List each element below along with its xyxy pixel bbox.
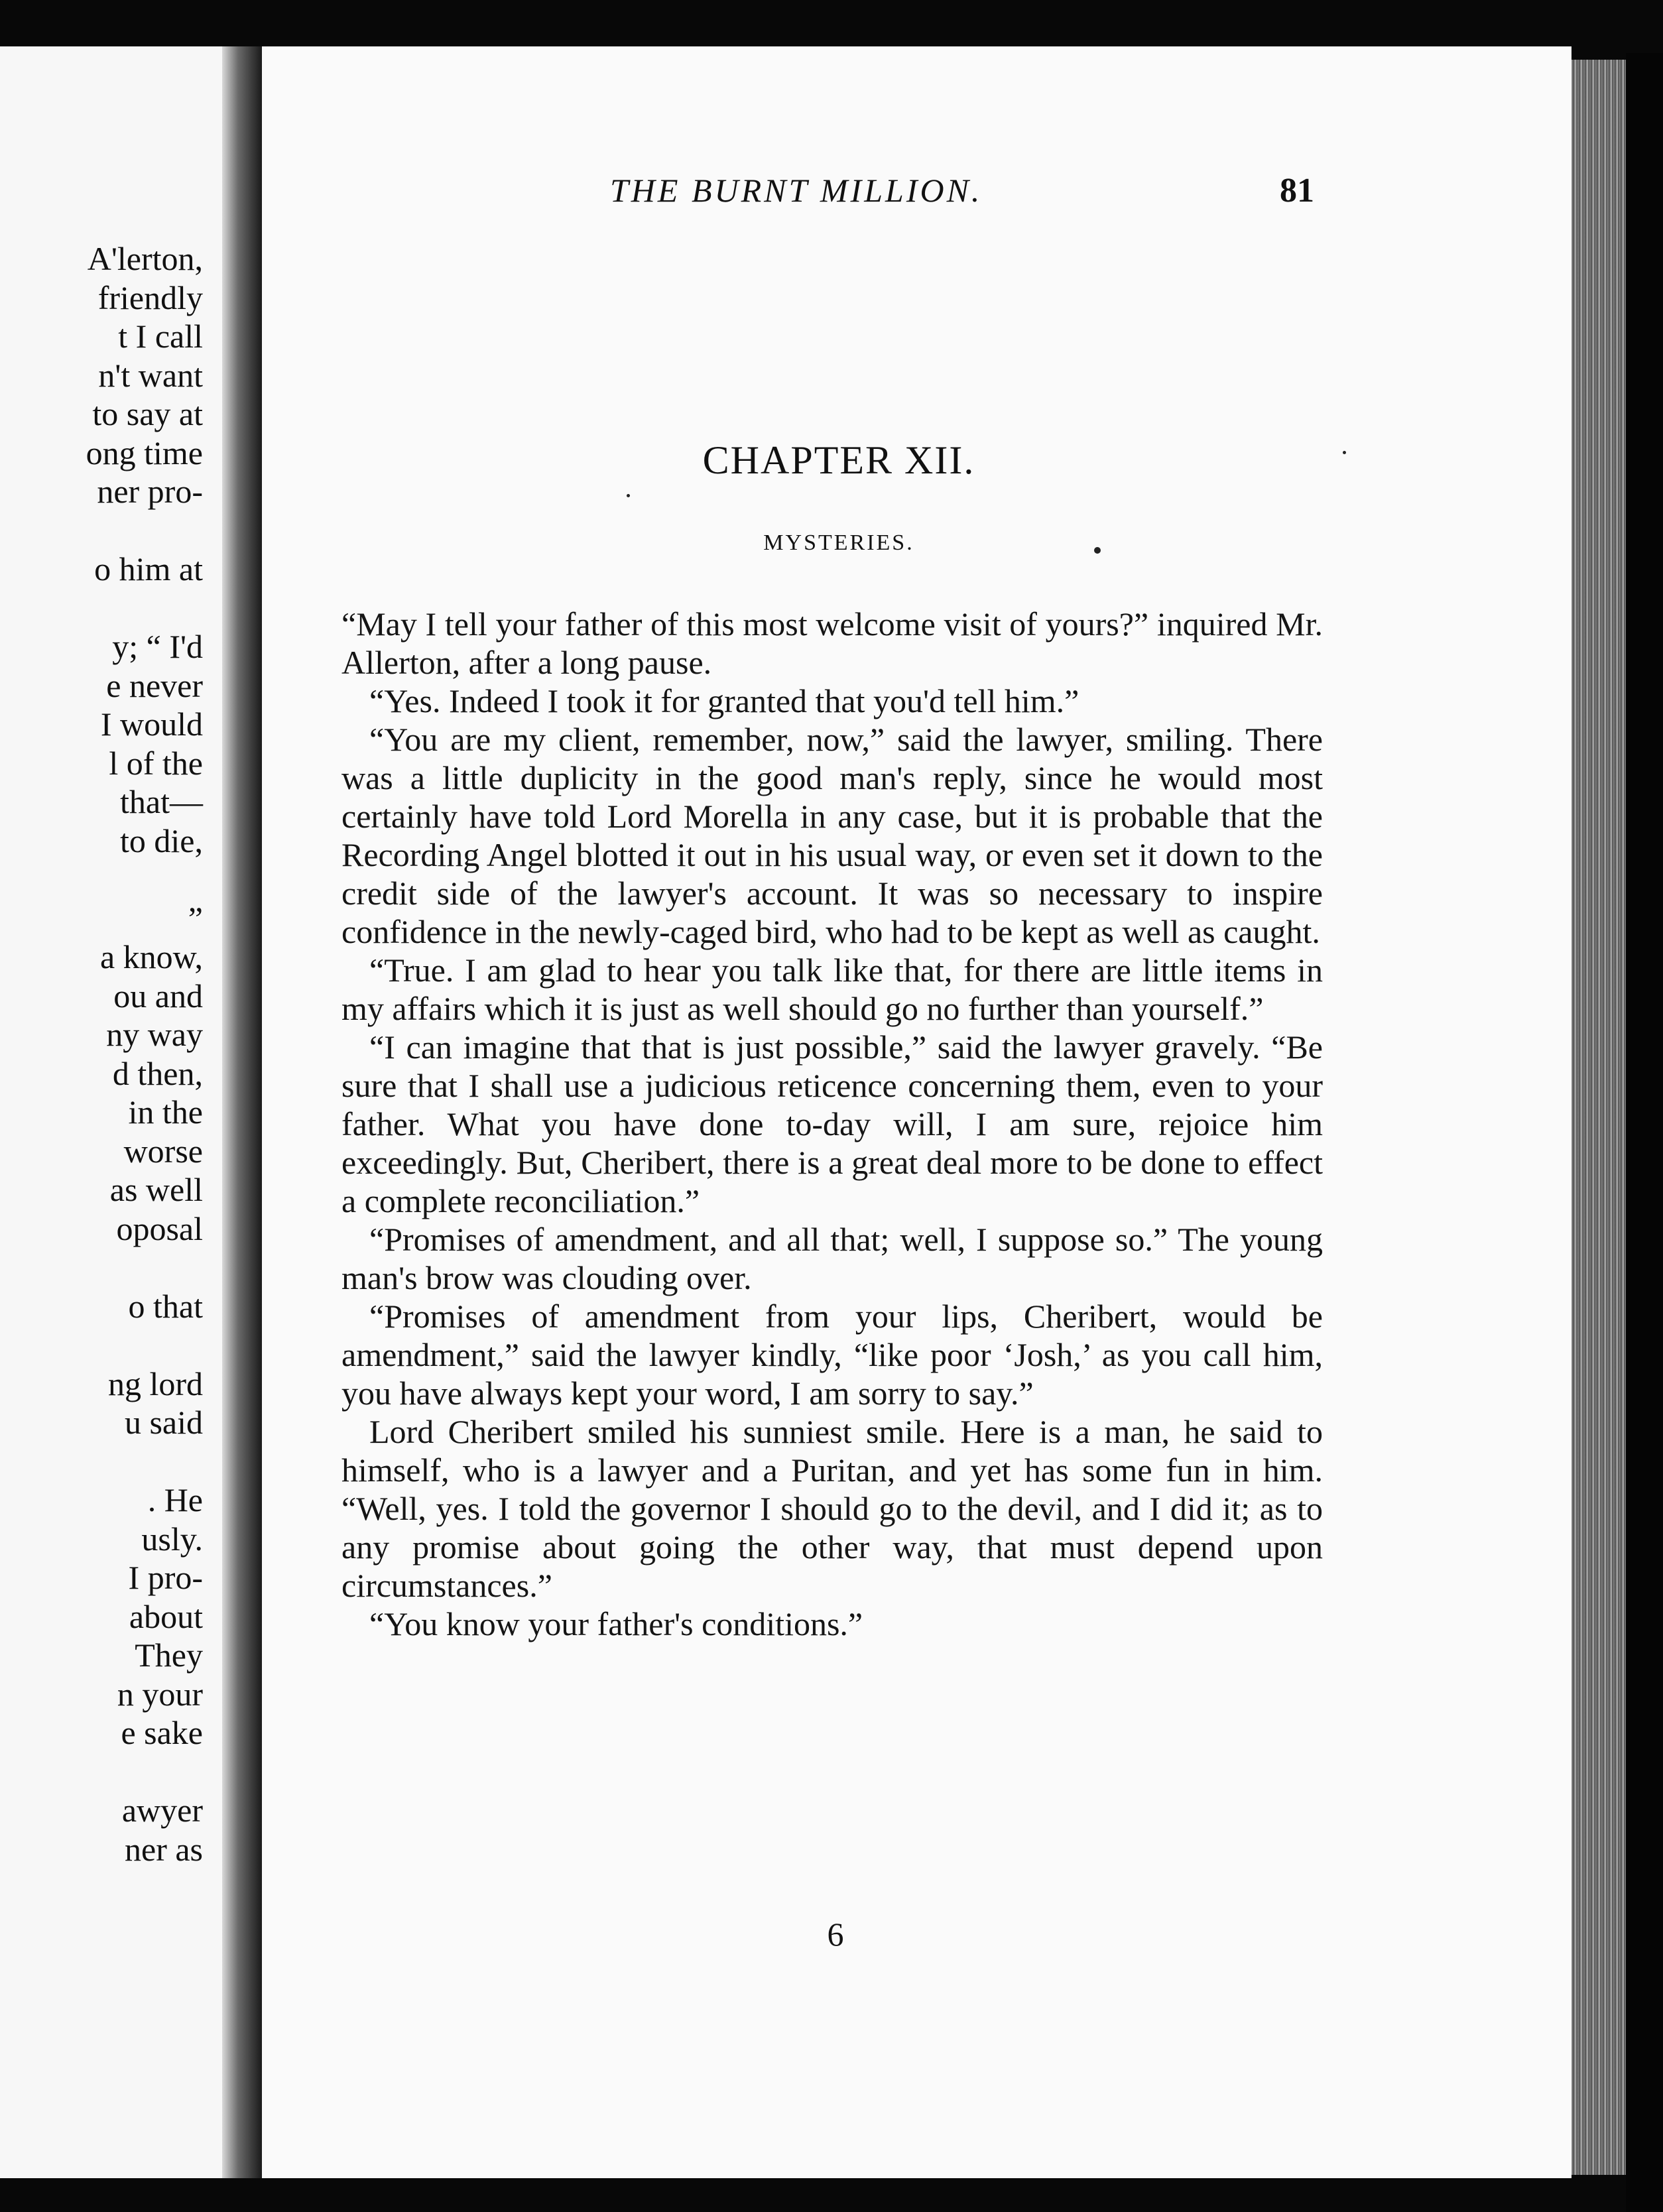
left-page-line: o that bbox=[128, 1287, 203, 1325]
paragraph: “Promises of amendment, and all that; well, I suppose so.” The young man's brow was clouding over. bbox=[341, 1221, 1323, 1296]
left-page-line: d then, bbox=[112, 1054, 203, 1092]
left-page-line: to say at bbox=[92, 395, 203, 432]
left-page-line: They bbox=[135, 1636, 203, 1674]
paragraph: “You are my client, remember, now,” said the lawyer, smiling. There was a little duplicity in the good man's reply, since he would most certainly have told Lord Morella in any case, but it is probable that the Recording Angel blotted it out in his usual way, or even set it down to the credit side of the lawyer's account. It was so necessary to inspire confidence in the newly-caged bird, who had to be kept as well as caught. bbox=[341, 721, 1323, 950]
left-page-line: e never bbox=[106, 666, 203, 704]
chapter-title: CHAPTER XII. bbox=[702, 438, 975, 482]
paragraph: “You know your father's conditions.” bbox=[369, 1605, 863, 1642]
left-page-line: . He bbox=[147, 1481, 203, 1518]
left-page-line: usly. bbox=[141, 1520, 203, 1558]
book-gutter bbox=[222, 46, 262, 2178]
body-text bbox=[341, 605, 1323, 1643]
left-page-line: as well bbox=[109, 1171, 203, 1208]
page-edges bbox=[1571, 60, 1626, 2175]
left-page-line: u said bbox=[124, 1404, 203, 1441]
paragraph: “Yes. Indeed I took it for granted that you'd tell him.” bbox=[369, 682, 1079, 719]
paragraph: Lord Cheribert smiled his sunniest smile. Here is a man, he said to himself, who is a lawyer and a Puritan, and yet has some fun in him. “Well, yes. I told the governor I should go to the devil, and I did it; as to any promise about going the other way, that must depend upon circumstances.” bbox=[341, 1413, 1323, 1604]
running-head-title: THE BURNT MILLION. bbox=[610, 172, 983, 209]
left-page-line: ner as bbox=[125, 1830, 203, 1868]
left-page-line: ong time bbox=[86, 434, 203, 471]
left-page-line: ng lord bbox=[107, 1365, 203, 1402]
paragraph: “True. I am glad to hear you talk like that, for there are little items in my affairs which it is just as well should go no further than yourself.” bbox=[341, 952, 1323, 1027]
page-number: 81 bbox=[1280, 172, 1314, 210]
dust-speck bbox=[1094, 547, 1101, 554]
left-page-line: about bbox=[129, 1597, 203, 1635]
left-page-line: worse bbox=[123, 1132, 203, 1170]
left-page-line: n your bbox=[117, 1675, 203, 1713]
left-page-line: oposal bbox=[116, 1209, 203, 1247]
left-page-line: ” bbox=[188, 899, 203, 937]
left-page-line: I pro- bbox=[128, 1559, 203, 1596]
left-page-line: I would bbox=[100, 706, 203, 743]
left-page-line: friendly bbox=[97, 278, 203, 316]
chapter-subtitle: MYSTERIES. bbox=[763, 530, 914, 555]
paragraph: “May I tell your father of this most welcome visit of yours?” inquired Mr. Allerton, after a long pause. bbox=[341, 605, 1323, 681]
left-page-line: to die, bbox=[120, 822, 203, 859]
left-page-line: ner pro- bbox=[97, 473, 203, 510]
left-page-line: y; “ I'd bbox=[112, 628, 203, 665]
left-page-line: n't want bbox=[98, 356, 203, 394]
left-page-line: l of the bbox=[109, 744, 203, 782]
paragraph: “Promises of amendment from your lips, Cheribert, would be amendment,” said the lawyer kindly, “like poor ‘Josh,’ as you call him, you have always kept your word, I am sorry to say.” bbox=[341, 1298, 1323, 1412]
left-page-line: awyer bbox=[121, 1792, 203, 1829]
left-page-line: that— bbox=[120, 783, 203, 820]
left-page-line: ou and bbox=[113, 977, 203, 1014]
left-page-line: t I call bbox=[118, 318, 203, 355]
previous-page-fragment bbox=[0, 46, 224, 2178]
dust-speck bbox=[627, 494, 630, 497]
left-page-line: A'lerton, bbox=[87, 240, 203, 277]
signature-mark: 6 bbox=[827, 1916, 844, 1953]
left-page-line: ny way bbox=[106, 1016, 203, 1053]
running-head bbox=[345, 171, 1326, 217]
dust-speck bbox=[1343, 451, 1346, 454]
left-page-line: a know, bbox=[99, 938, 203, 975]
scan-border bbox=[1626, 53, 1663, 2212]
paragraph: “I can imagine that that is just possible,” said the lawyer gravely. “Be sure that I shall use a judicious reticence concerning them, even to your father. What you have done to-day will, I am sure, rejoice him exceedingly. But, Cheribert, there is a great deal more to be done to effect a complete reconciliation.” bbox=[341, 1028, 1323, 1219]
left-page-line: e sake bbox=[121, 1714, 203, 1751]
left-page-line: in the bbox=[128, 1093, 203, 1131]
left-page-line: o him at bbox=[94, 550, 203, 587]
